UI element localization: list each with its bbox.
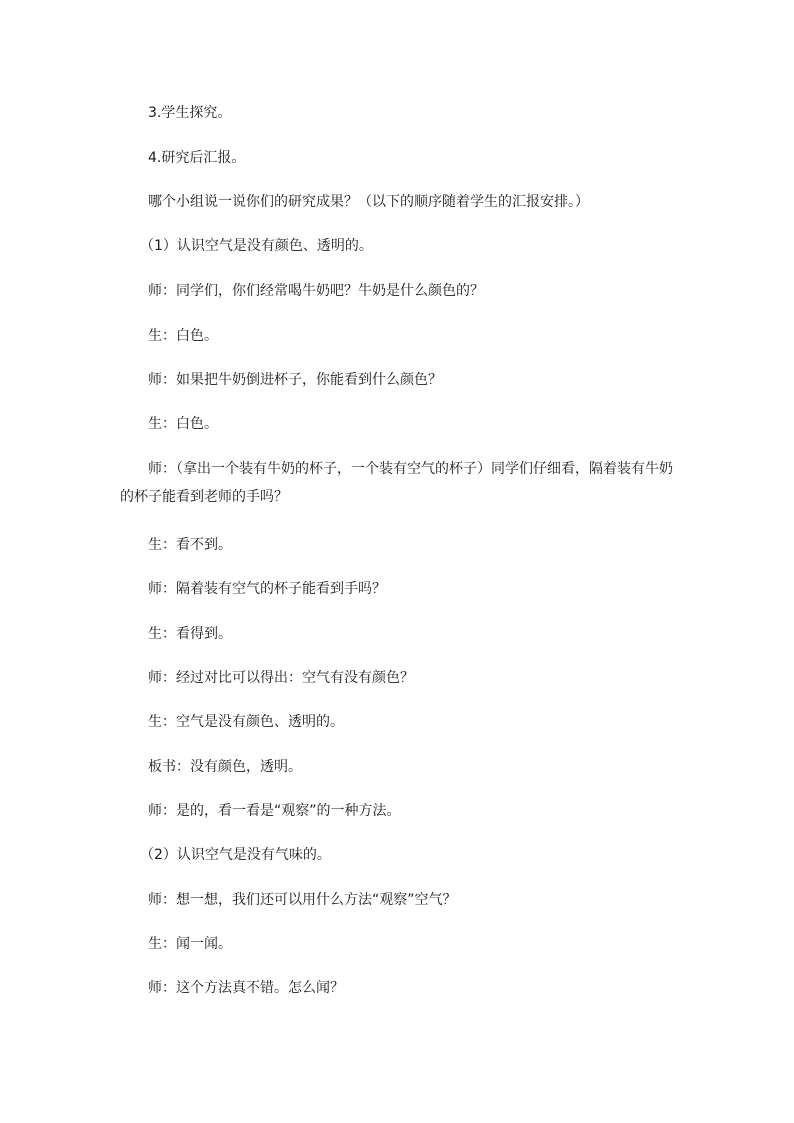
paragraph-dialogue: 师：隔着装有空气的杯子能看到手吗？ (148, 581, 386, 597)
paragraph-step-3: 3.学生探究。 (148, 105, 232, 121)
paragraph-dialogue: 师：想一想，我们还可以用什么方法“观察”空气？ (148, 892, 457, 908)
paragraph-dialogue: 师：是的，看一看是“观察”的一种方法。 (148, 803, 401, 819)
paragraph-dialogue: 生：看不到。 (148, 537, 232, 553)
paragraph-dialogue: 师：同学们，你们经常喝牛奶吧？牛奶是什么颜色的？ (148, 283, 484, 299)
paragraph-question: 哪个小组说一说你们的研究成果？（以下的顺序随着学生的汇报安排。） (148, 194, 589, 210)
paragraph-dialogue: 生：看得到。 (148, 626, 232, 642)
paragraph-subheading-2: （2）认识空气是没有气味的。 (140, 847, 331, 863)
paragraph-blackboard-note: 板书：没有颜色，透明。 (148, 759, 302, 775)
paragraph-dialogue: 师：经过对比可以得出：空气有没有颜色？ (148, 670, 414, 686)
paragraph-dialogue: 生：闻一闻。 (148, 936, 232, 952)
paragraph-dialogue-long: 师：（拿出一个装有牛奶的杯子，一个装有空气的杯子）同学们仔细看，隔着装有牛奶的杯子能看到老师的手吗？ (120, 461, 673, 505)
paragraph-dialogue: 师：这个方法真不错。怎么闻？ (148, 980, 344, 996)
paragraph-dialogue: 生：白色。 (148, 328, 218, 344)
paragraph-dialogue: 生：白色。 (148, 416, 218, 432)
paragraph-step-4: 4.研究后汇报。 (148, 150, 246, 166)
paragraph-dialogue: 师：如果把牛奶倒进杯子，你能看到什么颜色？ (148, 372, 442, 388)
paragraph-subheading-1: （1）认识空气是没有颜色、透明的。 (140, 238, 373, 254)
paragraph-dialogue: 生：空气是没有颜色、透明的。 (148, 714, 344, 730)
